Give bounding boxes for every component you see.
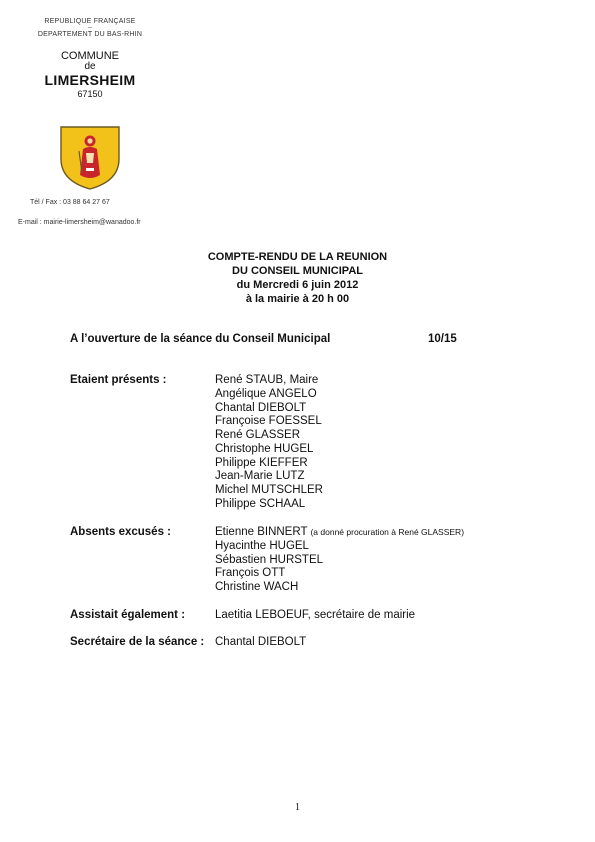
absent-list [215,526,464,595]
page-number: 1 [295,802,300,813]
list-item: François OTT [215,567,286,580]
document-title [0,250,595,306]
absent-first-name: Etienne BINNERT [215,526,308,538]
letterhead [0,18,180,99]
title-line-3: du Mercredi 6 juin 2012 [236,279,359,291]
commune-label: COMMUNE [60,50,120,62]
absent-section [70,526,540,598]
proxy-note: (a donné procuration à René GLASSER) [310,527,465,537]
list-item [215,526,464,540]
header-separator: – [88,24,92,31]
list-item: Philippe SCHAAL [215,497,306,510]
secretary-value: Chantal DIEBOLT [215,636,307,648]
email-line: E-mail : mairie-limersheim@wanadoo.fr [18,219,141,226]
list-item: René STAUB, Maire [215,374,319,386]
postal-code: 67150 [77,89,103,99]
list-item: Françoise FOESSEL [215,415,322,428]
list-item: Hyacinthe HUGEL [215,539,309,552]
commune-de: de [84,61,96,72]
list-item: Philippe KIEFFER [215,456,308,469]
assisting-value: Laetitia LEBOEUF, secrétaire de mairie [215,609,416,621]
republic-line: REPUBLIQUE FRANÇAISE [44,18,136,25]
department-line: DEPARTEMENT DU BAS-RHIN [37,31,143,38]
assisting-list [215,609,415,623]
list-item: Chantal DIEBOLT [215,401,307,414]
list-item: Jean-Marie LUTZ [215,470,305,483]
title-line-2: DU CONSEIL MUNICIPAL [232,265,363,277]
town-name: LIMERSHEIM [44,72,136,88]
present-section [70,374,540,514]
secretary-section [70,636,540,652]
list-item: Christophe HUGEL [215,442,314,455]
list-item: René GLASSER [215,429,301,441]
opening-label: A l’ouverture de la séance du Conseil Municipal [70,333,331,345]
absent-label: Absents excusés : [70,526,171,538]
title-line-1: COMPTE-RENDU DE LA REUNION [207,251,388,263]
phone-fax-line: Tél / Fax : 03 88 64 27 67 [30,199,110,206]
list-item: Michel MUTSCHLER [215,484,323,496]
assisting-label: Assistait également : [70,609,186,621]
attendance-count: 10/15 [428,333,457,345]
list-item: Angélique ANGELO [215,387,317,400]
present-list [215,374,323,512]
present-label: Etaient présents : [70,374,167,386]
secretary-list [215,636,306,650]
coat-of-arms-icon [59,125,121,191]
title-line-4: à la mairie à 20 h 00 [245,293,350,305]
list-item: Christine WACH [215,581,299,593]
list-item: Sébastien HURSTEL [215,553,324,566]
assisting-section [70,609,540,625]
secretary-label: Secrétaire de la séance : [70,636,205,648]
